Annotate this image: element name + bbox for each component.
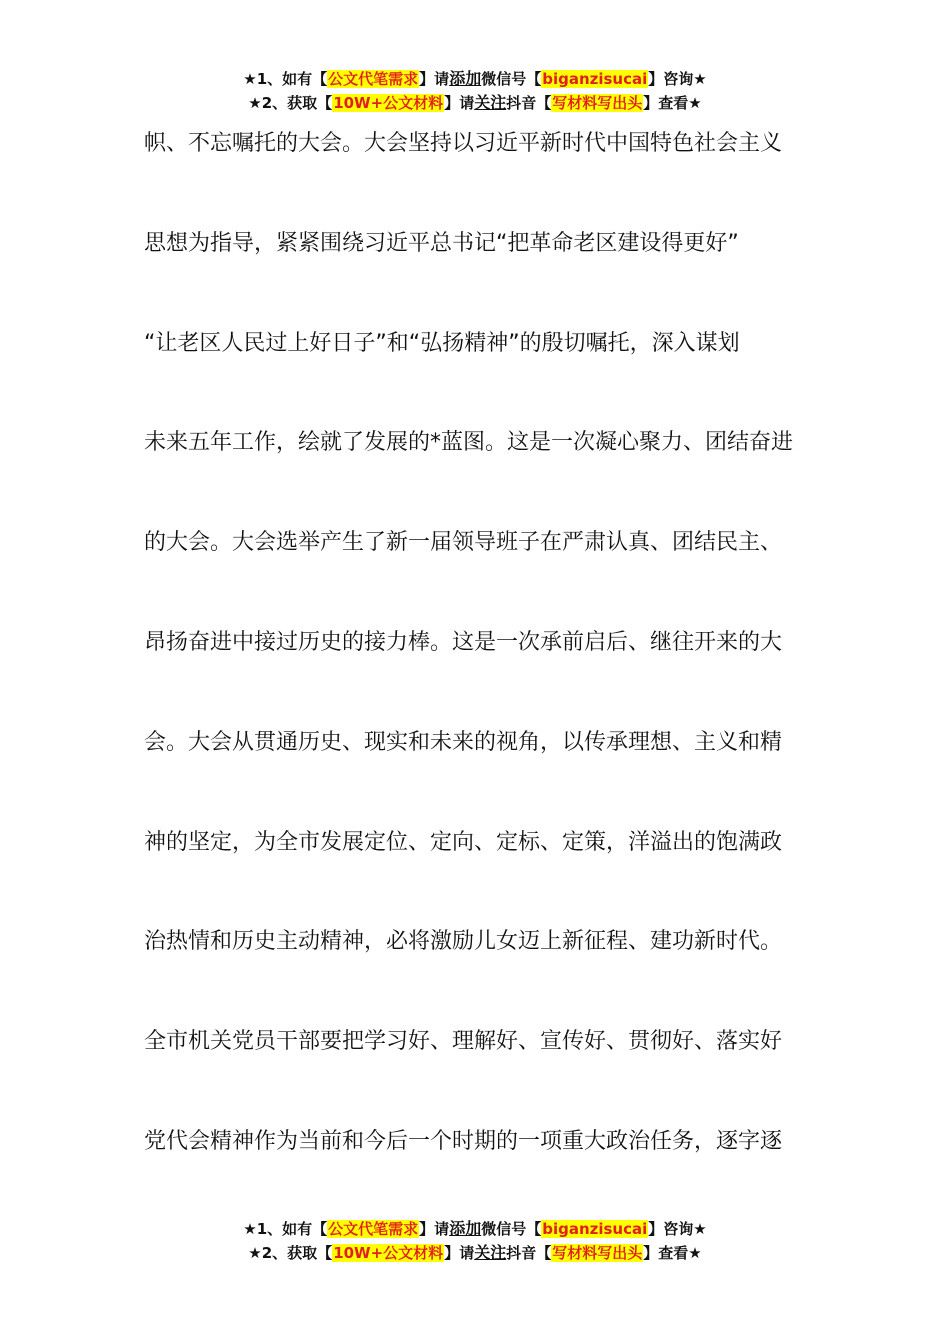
body-line: 全市机关党员干部要把学习好、理解好、宣传好、贯彻好、落实好	[144, 1029, 783, 1055]
banner-text: 】咨询★	[648, 70, 707, 88]
banner-line-2	[0, 92, 950, 116]
banner-text: 抖音【	[506, 1244, 552, 1262]
banner-text: 】请	[419, 70, 450, 88]
highlight-douyin-account: 写材料写出头	[552, 1244, 643, 1262]
banner-text: 】请	[444, 94, 475, 112]
highlight-service: 公文代笔需求	[328, 70, 419, 88]
banner-text: ★1、如有【	[243, 1220, 328, 1238]
body-line: 会。大会从贯通历史、现实和未来的视角，以传承理想、主义和精	[144, 729, 783, 755]
banner-text: ★1、如有【	[243, 70, 328, 88]
body-line: 未来五年工作，绘就了发展的*蓝图。这是一次凝心聚力、团结奋进	[144, 430, 794, 456]
document-body	[144, 122, 814, 1220]
body-line: 思想为指导，紧紧围绕习近平总书记“把革命老区建设得更好”	[144, 230, 739, 256]
banner-text: 】请	[444, 1244, 475, 1262]
body-line: 党代会精神作为当前和今后一个时期的一项重大政治任务，逐字逐	[144, 1128, 783, 1154]
highlight-materials: 10W+公文材料	[333, 1244, 444, 1262]
banner-line-1	[0, 68, 950, 92]
banner-text: 】请	[419, 1220, 450, 1238]
highlight-wechat-id: biganzisucai	[542, 1220, 648, 1238]
banner-text: 抖音【	[506, 94, 552, 112]
banner-line-1	[0, 1218, 950, 1242]
body-line: 帜、不忘嘱托的大会。大会坚持以习近平新时代中国特色社会主义	[144, 131, 783, 156]
underlined-text: 关注	[474, 93, 507, 112]
banner-text: 】查看★	[643, 94, 702, 112]
body-line: 昂扬奋进中接过历史的接力棒。这是一次承前启后、继往开来的大	[144, 629, 783, 655]
underlined-text: 添加	[449, 69, 482, 88]
banner-text: 微信号【	[481, 70, 542, 88]
banner-text: 】咨询★	[648, 1220, 707, 1238]
highlight-douyin-account: 写材料写出头	[552, 94, 643, 112]
body-line: 神的坚定，为全市发展定位、定向、定标、定策，洋溢出的饱满政	[144, 829, 783, 855]
banner-text: ★2、获取【	[248, 94, 333, 112]
body-line: 的大会。大会选举产生了新一届领导班子在严肃认真、团结民主、	[144, 530, 783, 556]
highlight-wechat-id: biganzisucai	[542, 70, 648, 88]
banner-line-2	[0, 1242, 950, 1266]
highlight-materials: 10W+公文材料	[333, 94, 444, 112]
footer-banner	[0, 1218, 950, 1266]
underlined-text: 添加	[449, 1219, 482, 1238]
banner-text: 微信号【	[481, 1220, 542, 1238]
header-banner	[0, 68, 950, 116]
underlined-text: 关注	[474, 1243, 507, 1262]
highlight-service: 公文代笔需求	[328, 1220, 419, 1238]
body-line: “让老区人民过上好日子”和“弘扬精神”的殷切嘱托，深入谋划	[144, 330, 740, 356]
banner-text: ★2、获取【	[248, 1244, 333, 1262]
body-line: 治热情和历史主动精神，必将激励儿女迈上新征程、建功新时代。	[144, 929, 783, 955]
banner-text: 】查看★	[643, 1244, 702, 1262]
